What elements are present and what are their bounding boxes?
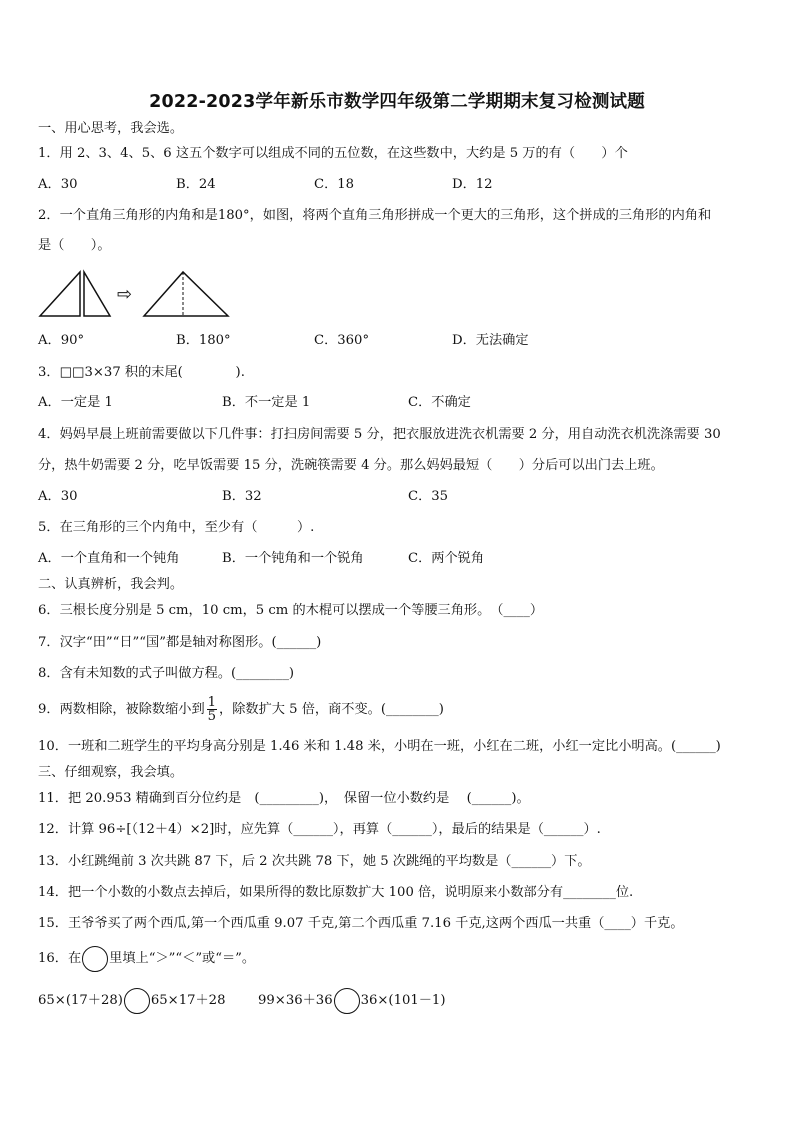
question-16 (38, 945, 255, 973)
q4-option-c[interactable]: C．35 (408, 489, 449, 504)
question-14: 14．把一个小数的小数点去掉后，如果所得的数比原数扩大 100 倍，说明原来小数部分有________位. (38, 885, 634, 900)
comparison-row (38, 987, 225, 1015)
comparison-row-2 (258, 987, 445, 1015)
answer-circle (82, 946, 108, 972)
question-11: 11．把 20.953 精确到百分位约是 (_________)， 保留一位小数约是 (______)。 (38, 791, 530, 806)
triangle-figure (38, 268, 238, 320)
q9-text-before: 9．两数相除，被除数缩小到 (38, 702, 205, 717)
q3-option-b[interactable]: B．不一定是 1 (222, 395, 311, 410)
expr2-right: 36×(101－1) (360, 993, 446, 1008)
fraction-numerator: 1 (207, 695, 217, 710)
section-heading-2: 二、认真辨析，我会判。 (38, 577, 184, 592)
page-title: 2022-2023学年新乐市数学四年级第二学期期末复习检测试题 (149, 92, 645, 112)
q2-option-b[interactable]: B．180° (176, 333, 231, 348)
expr2-left: 99×36＋36 (258, 993, 333, 1008)
question-9 (38, 693, 444, 727)
question-13: 13．小红跳绳前 3 次共跳 87 下，后 2 次共跳 78 下，她 5 次跳绳的平均数是（______）下。 (38, 854, 591, 869)
section-heading-1: 一、用心思考，我会选。 (38, 121, 184, 136)
expr1-right: 65×17＋28 (150, 993, 226, 1008)
arrow-icon: ⇨ (117, 284, 133, 305)
q3-option-a[interactable]: A．一定是 1 (38, 395, 113, 410)
q3-option-c[interactable]: C．不确定 (408, 395, 471, 410)
question-4-line-1: 4．妈妈早晨上班前需要做以下几件事：打扫房间需要 5 分，把衣服放进洗衣机需要 2 分，用自动洗衣机洗涤需要 30 (38, 427, 721, 442)
q4-option-a[interactable]: A．30 (38, 489, 78, 504)
q1-option-c[interactable]: C．18 (314, 177, 355, 192)
q5-option-b[interactable]: B．一个钝角和一个锐角 (222, 551, 364, 566)
compare-circle-2[interactable] (334, 988, 360, 1014)
question-5: 5．在三角形的三个内角中，至少有（ ）. (38, 520, 315, 535)
question-4-line-2: 分，热牛奶需要 2 分，吃早饭需要 15 分，洗碗筷需要 4 分。那么妈妈最短（ ）分后可以出门去上班。 (38, 458, 664, 473)
question-8: 8．含有未知数的式子叫做方程。(________) (38, 666, 295, 681)
section-heading-3: 三、仔细观察，我会填。 (38, 765, 184, 780)
question-12: 12．计算 96÷[（12＋4）×2]时，应先算（______），再算（______），最后的结果是（______）. (38, 822, 601, 837)
question-7: 7．汉字“田”“日”“国”都是轴对称图形。(______) (38, 635, 322, 650)
question-3: 3．□□3×37 积的末尾( ). (38, 365, 245, 380)
q1-option-a[interactable]: A．30 (38, 177, 78, 192)
q2-option-d[interactable]: D．无法确定 (452, 333, 529, 348)
right-triangle-left (40, 272, 80, 316)
q16-text-after: 里填上“＞”“＜”或“＝”。 (109, 951, 256, 966)
q5-option-a[interactable]: A．一个直角和一个钝角 (38, 551, 180, 566)
q2-option-c[interactable]: C．360° (314, 333, 370, 348)
compare-circle-1[interactable] (124, 988, 150, 1014)
combined-triangle (144, 272, 228, 316)
question-2-line-1: 2．一个直角三角形的内角和是180°，如图，将两个直角三角形拼成一个更大的三角形，这个拼成的三角形的内角和 (38, 208, 712, 223)
fraction-one-fifth (207, 696, 217, 723)
right-triangle-right (84, 272, 110, 316)
expr1-left: 65×(17＋28) (38, 993, 123, 1008)
q1-option-d[interactable]: D．12 (452, 177, 493, 192)
question-10: 10．一班和二班学生的平均身高分别是 1.46 米和 1.48 米，小明在一班，小红在二班，小红一定比小明高。(______) (38, 739, 721, 754)
q5-option-c[interactable]: C．两个锐角 (408, 551, 485, 566)
q1-option-b[interactable]: B．24 (176, 177, 216, 192)
q9-text-after: ，除数扩大 5 倍，商不变。(________) (219, 702, 444, 717)
q16-text-before: 16．在 (38, 951, 82, 966)
q2-option-a[interactable]: A．90° (38, 333, 85, 348)
question-2-line-2: 是（ ）。 (38, 238, 111, 253)
question-1: 1．用 2、3、4、5、6 这五个数字可以组成不同的五位数，在这些数中，大约是 5 万的有（ ）个 (38, 146, 628, 161)
question-6: 6．三根长度分别是 5 cm，10 cm，5 cm 的木棍可以摆成一个等腰三角形。 （____） (38, 603, 544, 618)
fraction-denominator: 5 (207, 709, 217, 724)
q4-option-b[interactable]: B．32 (222, 489, 262, 504)
question-15: 15．王爷爷买了两个西瓜,第一个西瓜重 9.07 千克,第二个西瓜重 7.16 千克,这两个西瓜一共重（____）千克。 (38, 916, 684, 931)
